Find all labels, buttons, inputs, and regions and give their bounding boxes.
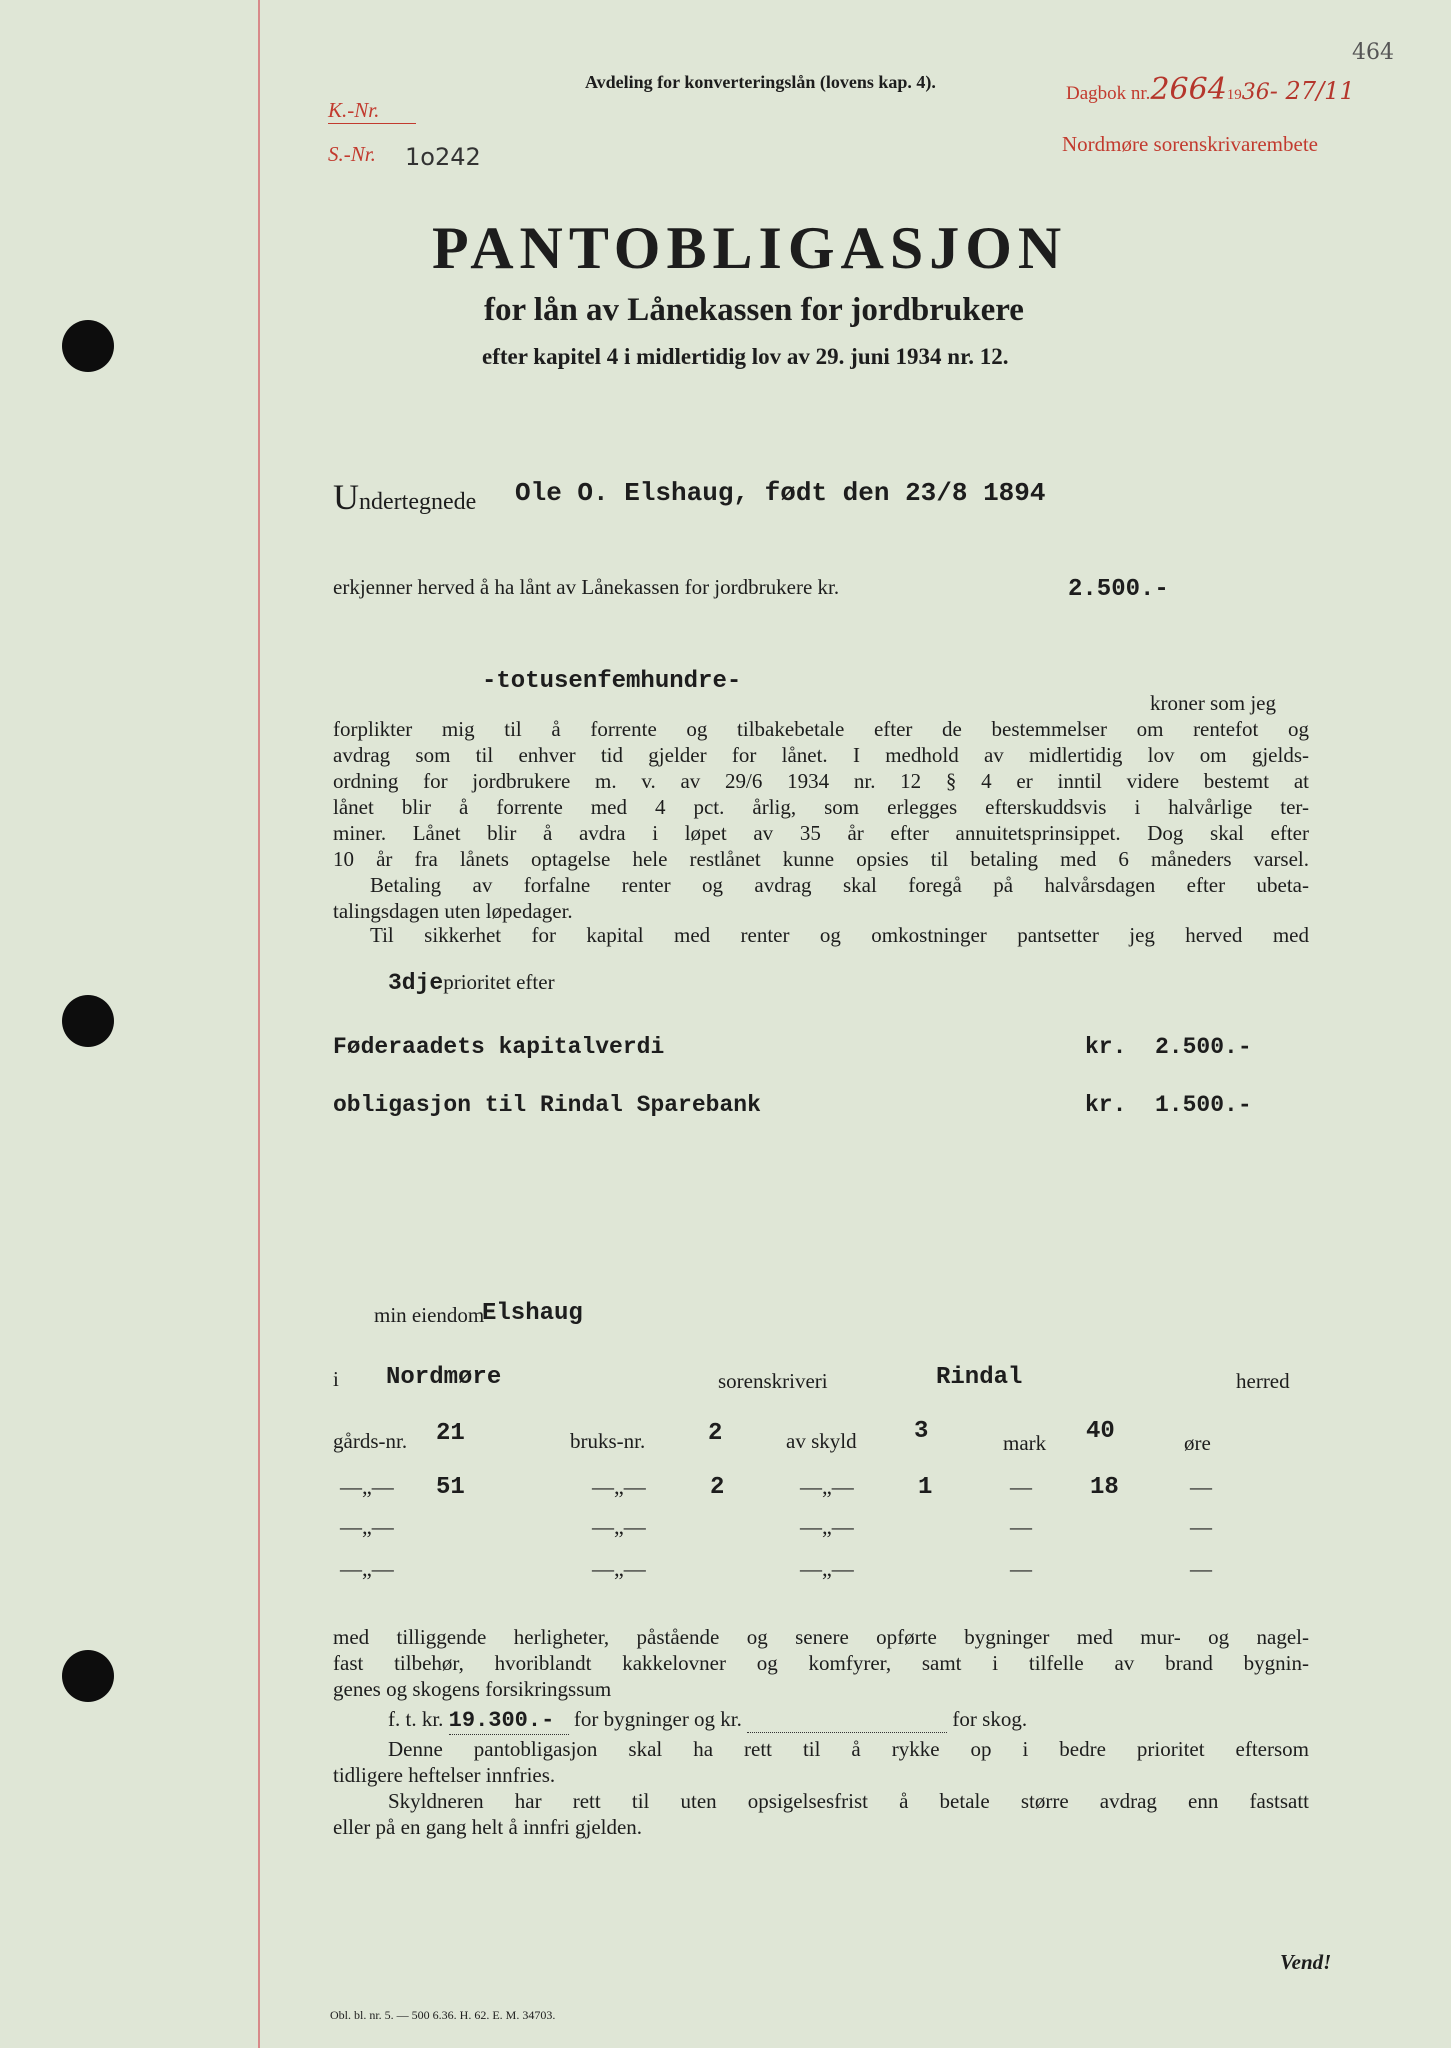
insurance-prefix: f. t. kr.	[388, 1707, 444, 1731]
law-reference: efter kapitel 4 i midlertidig lov av 29. juni 1934 nr. 12.	[482, 344, 1009, 369]
appurtenance-line: genes og skogens forsikringssum	[333, 1677, 612, 1701]
appurtenance-line: fast tilbehør, hvoriblandt kakkelovner og komfyrer, samt i tilfelle av brand bygnin-	[333, 1651, 1309, 1675]
sorenskriveri-label: sorenskriveri	[718, 1369, 828, 1393]
dash-mark: —	[1010, 1474, 1032, 1499]
margin-rule	[258, 0, 260, 2048]
ditto-mark: —„—	[800, 1514, 854, 1539]
herred-value: Rindal	[936, 1364, 1023, 1391]
terms-line: avdrag som til enhver tid gjelder for lånet. I medhold av midlertidig lov om gjelds-	[333, 743, 1309, 767]
terms-line: miner. Lånet blir å avdra i løpet av 35 år efter annuitetsprinsippet. Dog skal efter	[333, 821, 1309, 845]
prior-debt-description: obligasjon til Rindal Sparebank	[333, 1092, 761, 1118]
bruks-label: bruks-nr.	[570, 1429, 646, 1453]
debtor-name: Ole O. Elshaug, født den 23/8 1894	[515, 478, 1046, 508]
ditto-mark: —„—	[340, 1556, 394, 1581]
dagbok-year-prefix: 19	[1226, 87, 1242, 103]
dash-mark: —	[1010, 1556, 1032, 1581]
gards-value: 21	[436, 1420, 465, 1447]
insurance-forest-amount	[747, 1706, 947, 1733]
priority-line	[388, 970, 555, 996]
document-subtitle: for lån av Lånekassen for jordbrukere	[484, 292, 1024, 328]
terms-line: forplikter mig til å forrente og tilbakebetale efter de bestemmelser om rentefot og	[333, 717, 1309, 741]
appurtenance-line: med tilliggende herligheter, påstående og senere opførte bygninger med mur- og nagel-	[333, 1625, 1309, 1649]
priority-value: 3dje	[388, 970, 444, 996]
insurance-for-buildings: for bygninger og kr.	[573, 1707, 742, 1731]
priority-label: prioritet efter	[443, 970, 555, 994]
kroner-text: kroner som jeg	[1150, 691, 1276, 715]
insurance-line	[388, 1706, 1027, 1735]
s-nr-value: 1o242	[405, 143, 481, 171]
security-line: Til sikkerhet for kapital med renter og omkostninger pantsetter jeg herved med	[370, 923, 1309, 947]
dash-mark: —	[1190, 1556, 1212, 1581]
dagbok-line	[1066, 72, 1355, 107]
ditto-mark: —„—	[800, 1474, 854, 1499]
punch-hole	[62, 320, 114, 372]
vend-note: Vend!	[1280, 1950, 1332, 1974]
ditto-mark: —„—	[592, 1556, 646, 1581]
prior-debt-amount: 2.500.-	[1155, 1034, 1252, 1060]
ditto-mark: —„—	[800, 1556, 854, 1581]
skyld-label: av skyld	[786, 1429, 857, 1453]
s-nr-label: S.-Nr.	[328, 142, 376, 166]
skyld-value: 3	[914, 1418, 929, 1445]
ditto-mark: —„—	[340, 1474, 394, 1499]
bruks-value: 2	[710, 1474, 725, 1501]
dagbok-year: 36	[1241, 80, 1270, 105]
ditto-mark: —„—	[340, 1514, 394, 1539]
court-stamp: Nordmøre sorenskrivarembete	[1062, 132, 1318, 156]
district-value: Nordmøre	[386, 1364, 502, 1391]
terms-line: lånet blir å forrente med 4 pct. årlig, som erlegges efterskuddsvis i halvårlige ter-	[333, 795, 1309, 819]
eiendom-label: min eiendom	[374, 1303, 485, 1327]
dagbok-date: - 27/11	[1269, 77, 1355, 105]
page-number: 464	[1352, 40, 1394, 65]
prior-debt-description: Føderaadets kapitalverdi	[333, 1034, 665, 1060]
prior-debt-currency: kr.	[1085, 1092, 1127, 1118]
ditto-mark: —„—	[592, 1474, 646, 1499]
mark-value: 40	[1086, 1418, 1115, 1445]
herred-label: herred	[1236, 1369, 1290, 1393]
department-line: Avdeling for konverteringslån (lovens kap. 4).	[585, 72, 936, 92]
dash-mark: —	[1010, 1514, 1032, 1539]
debtor-label: Undertegnede	[333, 477, 477, 517]
dash-mark: —	[1190, 1514, 1212, 1539]
insurance-building-amount: 19.300.-	[449, 1708, 569, 1735]
form-reference: Obl. bl. nr. 5. — 500 6.36. H. 62. E. M. 34703.	[330, 2008, 556, 2022]
insurance-for-forest: for skog.	[952, 1707, 1028, 1731]
terms-line: ordning for jordbrukere m. v. av 29/6 1934 nr. 12 § 4 er inntil videre bestemt at	[333, 769, 1309, 793]
prior-debt-currency: kr.	[1085, 1034, 1127, 1060]
prior-debt-amount: 1.500.-	[1155, 1092, 1252, 1118]
gards-label: gårds-nr.	[333, 1429, 408, 1453]
acknowledge-text: erkjenner herved å ha lånt av Lånekassen for jordbrukere kr.	[333, 575, 840, 599]
prepay-line: eller på en gang helt å innfri gjelden.	[333, 1815, 643, 1839]
i-label: i	[333, 1367, 339, 1391]
punch-hole	[62, 1650, 114, 1702]
bruks-value: 2	[708, 1420, 723, 1447]
ditto-mark: —„—	[592, 1514, 646, 1539]
prepay-line: Skyldneren har rett til uten opsigelsesfrist å betale større avdrag enn fastsatt	[388, 1789, 1309, 1813]
dagbok-number: 2664	[1150, 72, 1227, 107]
punch-hole	[62, 995, 114, 1047]
dash-mark: —	[1190, 1474, 1212, 1499]
loan-amount: 2.500.-	[1068, 576, 1169, 603]
payment-line: talingsdagen uten løpedager.	[333, 899, 573, 923]
gards-value: 51	[436, 1474, 465, 1501]
eiendom-value: Elshaug	[482, 1300, 583, 1327]
debtor-label-text: ndertegnede	[359, 489, 477, 515]
priority-clause-line: tidligere heftelser innfries.	[333, 1763, 556, 1787]
skyld-value: 1	[918, 1474, 933, 1501]
priority-clause-line: Denne pantobligasjon skal ha rett til å rykke op i bedre prioritet eftersom	[388, 1737, 1309, 1761]
terms-line: 10 år fra lånets optagelse hele restlånet kunne opsies til betaling med 6 måneders varsel.	[333, 847, 1309, 871]
mark-label: mark	[1003, 1431, 1047, 1455]
loan-amount-words: -totusenfemhundre-	[482, 668, 742, 695]
ore-label: øre	[1184, 1431, 1211, 1455]
dagbok-label: Dagbok nr.	[1066, 83, 1151, 104]
mark-value: 18	[1090, 1474, 1119, 1501]
document-title: PANTOBLIGASJON	[432, 215, 1068, 281]
payment-line: Betaling av forfalne renter og avdrag skal foregå på halvårsdagen efter ubeta-	[370, 873, 1309, 897]
k-nr-label: K.-Nr.	[328, 98, 416, 124]
